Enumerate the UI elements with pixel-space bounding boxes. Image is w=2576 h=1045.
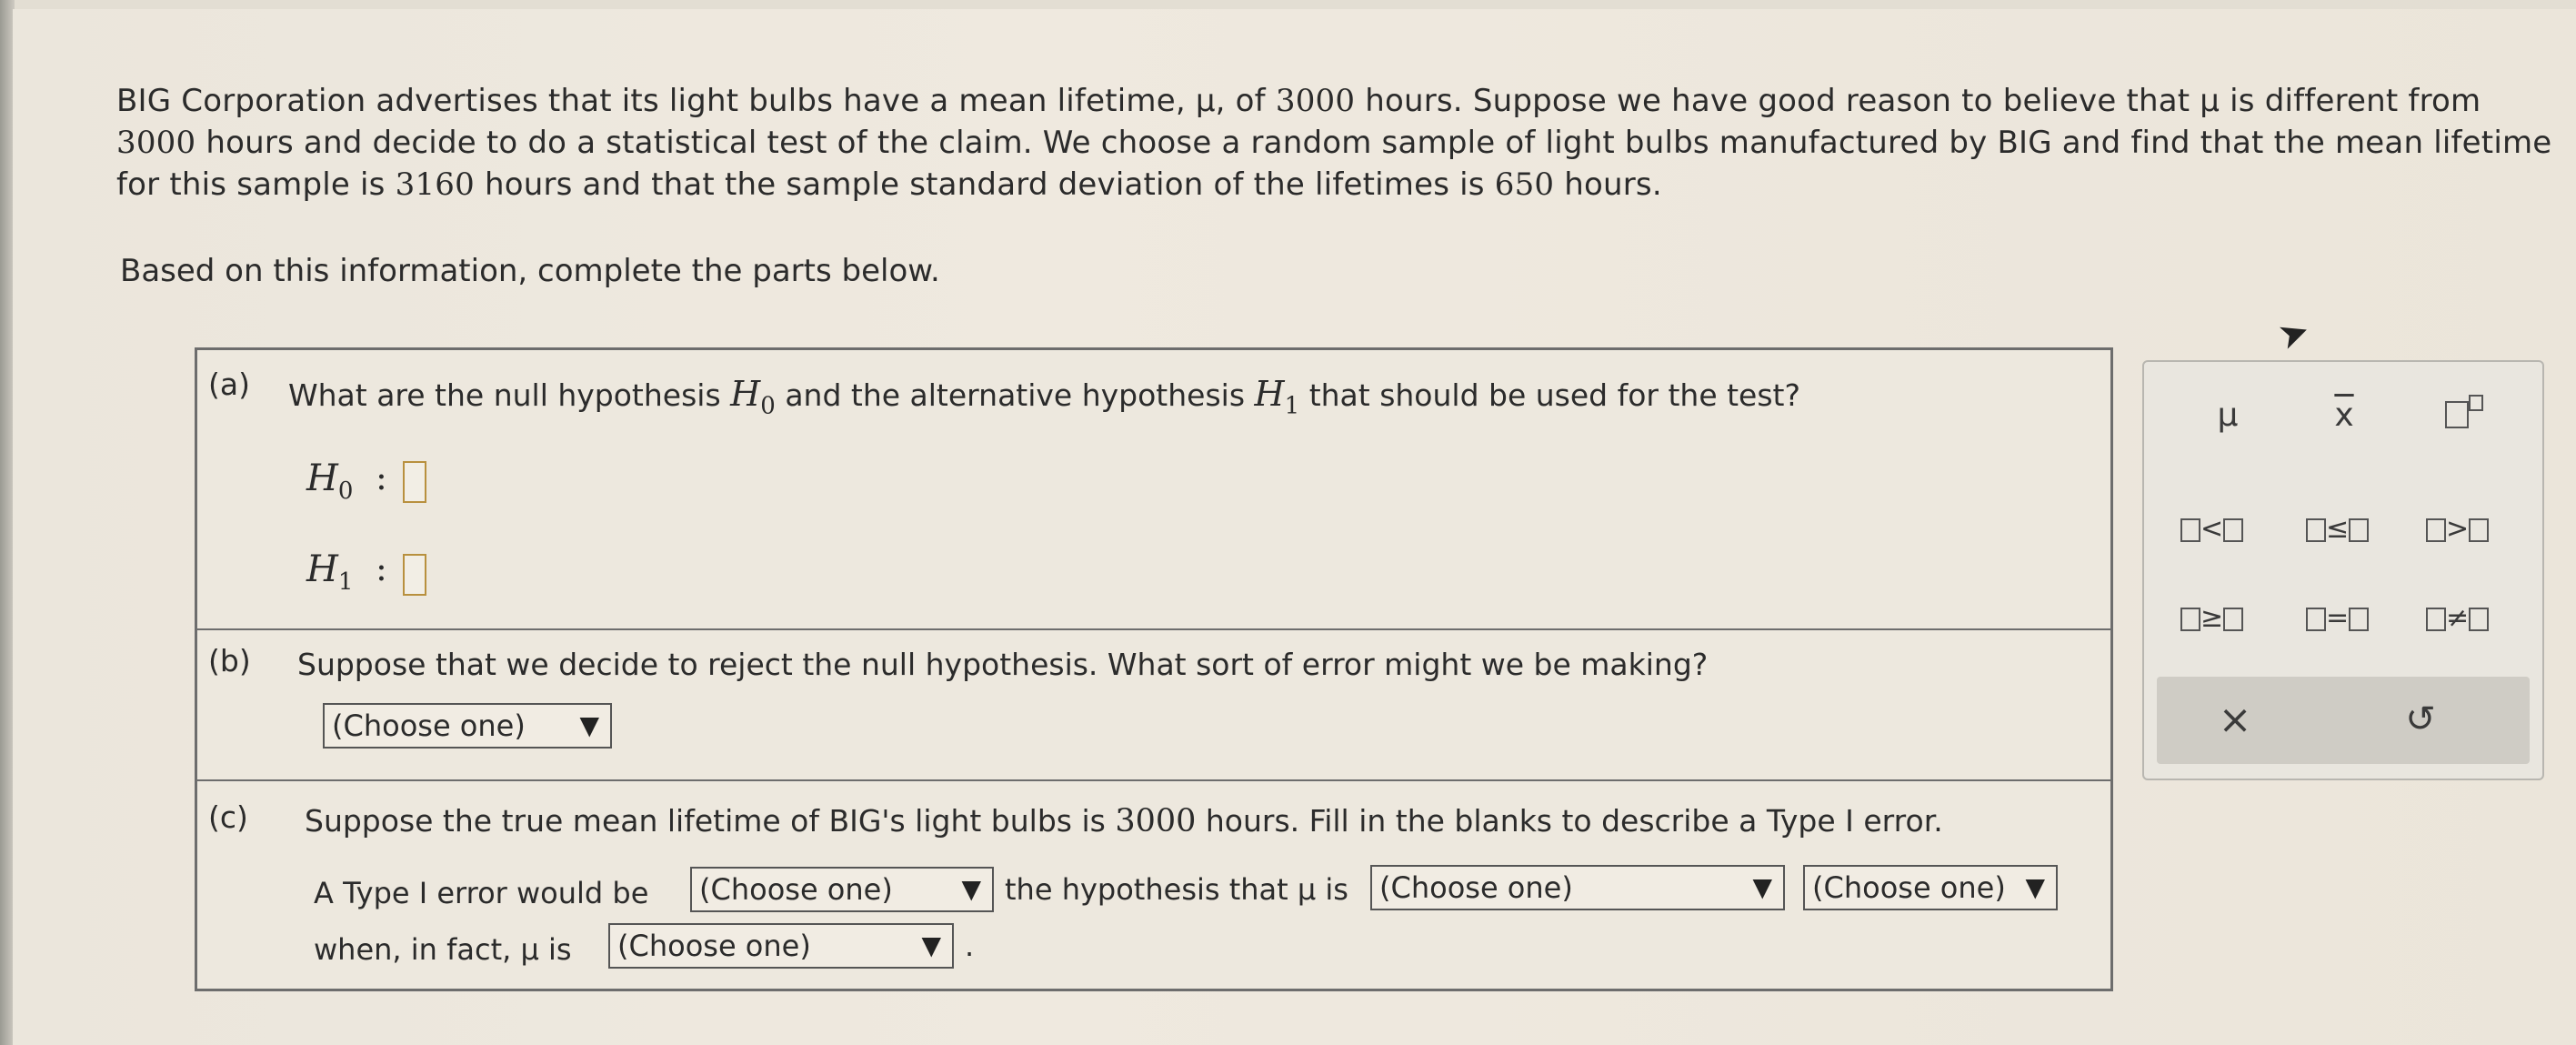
part-c-label: (c) <box>208 799 248 835</box>
part-c <box>197 779 2110 989</box>
part-a-question: What are the null hypothesis $H_0$ and the alternative hypothesis $H_1$ that should be used for the test? <box>288 374 1801 420</box>
part-c-question: Suppose the true mean lifetime of BIG's light bulbs is 3000 hours. Fill in the blanks to describe a Type I error. <box>305 803 1943 839</box>
chevron-down-icon: ▼ <box>579 710 599 740</box>
type1-text-1: A Type I error would be <box>314 876 649 910</box>
chevron-down-icon: ▼ <box>2025 872 2045 902</box>
not-equal-button[interactable]: ≠ <box>2426 602 2489 634</box>
math-toolbar <box>2142 360 2544 780</box>
type1-value-dropdown[interactable]: (Choose one) ▼ <box>1803 865 2058 910</box>
greater-equal-button[interactable]: ≥ <box>2180 602 2243 634</box>
h0-input[interactable] <box>403 461 426 503</box>
h0-label: $H_0$ <box>306 457 354 505</box>
h1-input[interactable] <box>403 554 426 596</box>
greater-than-button[interactable]: > <box>2426 513 2489 545</box>
error-type-dropdown[interactable]: (Choose one) ▼ <box>323 703 612 749</box>
superscript-button[interactable] <box>2410 395 2519 432</box>
type1-text-3: when, in fact, μ is <box>314 932 572 967</box>
chevron-down-icon: ▼ <box>1752 872 1772 902</box>
type1-text-2: the hypothesis that μ is <box>1005 872 1348 907</box>
chevron-down-icon: ▼ <box>961 874 981 904</box>
part-b-question: Suppose that we decide to reject the null hypothesis. What sort of error might we be making? <box>297 647 1709 682</box>
chevron-down-icon: ▼ <box>921 930 941 960</box>
equal-button[interactable]: = <box>2306 602 2369 634</box>
less-equal-button[interactable]: ≤ <box>2306 513 2369 545</box>
period: . <box>965 929 975 963</box>
type1-relation-dropdown[interactable]: (Choose one) ▼ <box>1370 865 1785 910</box>
type1-action-dropdown[interactable]: (Choose one) ▼ <box>690 867 994 912</box>
xbar-button[interactable]: $\overline{x}$ <box>2334 397 2354 434</box>
type1-fact-dropdown[interactable]: (Choose one) ▼ <box>608 923 954 969</box>
mu-button[interactable]: μ <box>2217 397 2239 434</box>
part-b <box>197 628 2110 781</box>
part-a <box>197 350 2110 630</box>
instruction-text: Based on this information, complete the parts below. <box>120 253 940 289</box>
part-b-label: (b) <box>208 643 251 678</box>
clear-icon[interactable]: × <box>2218 697 2252 743</box>
h1-label: $H_1$ <box>306 548 354 596</box>
part-a-label: (a) <box>208 367 250 402</box>
mouse-cursor-icon: ➤ <box>2272 308 2316 359</box>
undo-icon[interactable]: ↺ <box>2405 698 2436 740</box>
h1-colon: : <box>376 548 387 588</box>
question-panel <box>195 347 2113 991</box>
h0-colon: : <box>376 457 387 497</box>
less-than-button[interactable]: < <box>2180 513 2243 545</box>
problem-statement: BIG Corporation advertises that its light bulbs have a mean lifetime, μ, of 3000 hours. Suppose we have good reason to believe that μ is different from 3000 hours and decide to do a statistical test of the claim. We choose a random sample of light bulbs manufactured by BIG and find that the mean lifetime for this sample is 3160 hours and that the sample standard deviation of the lifetimes is 650 hours. <box>116 83 2552 203</box>
